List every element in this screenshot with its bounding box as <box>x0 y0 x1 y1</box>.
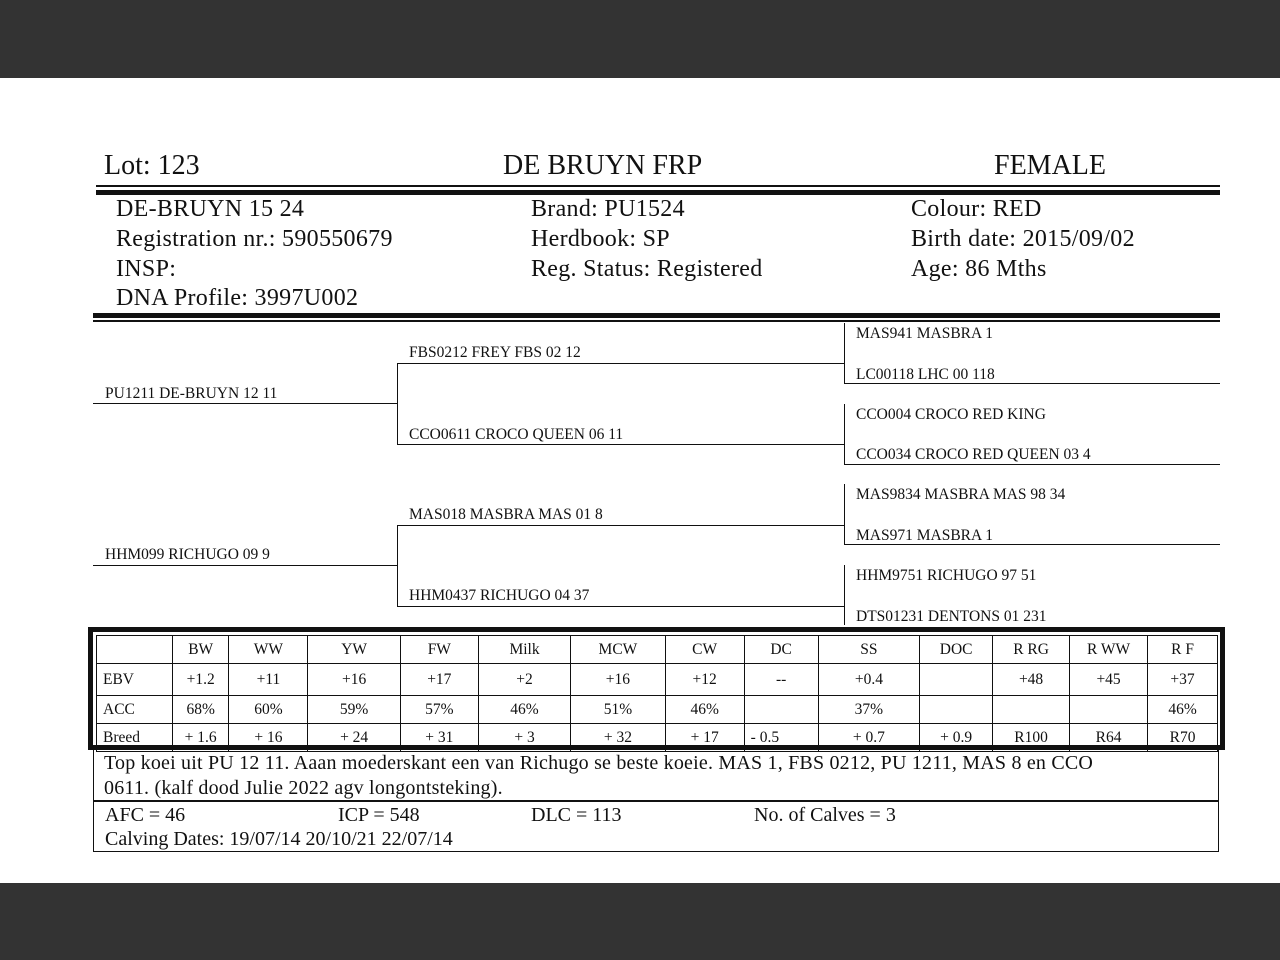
info-rule-thick <box>93 313 1220 318</box>
pedigree-ggp: HHM9751 RICHUGO 97 51 <box>856 567 1037 584</box>
bottom-letterbox-bar <box>0 883 1280 960</box>
header-cell: Milk <box>478 636 570 664</box>
top-letterbox-bar <box>0 0 1280 78</box>
pedigree-dam: HHM099 RICHUGO 09 9 <box>105 546 270 563</box>
pedigree-line <box>397 444 845 445</box>
table-cell: +37 <box>1148 664 1218 696</box>
header-cell: R RG <box>993 636 1070 664</box>
table-cell: +12 <box>665 664 744 696</box>
pedigree-sire-sire: FBS0212 FREY FBS 02 12 <box>409 344 581 361</box>
table-cell: + 1.6 <box>172 724 228 752</box>
pedigree-bracket <box>844 323 845 383</box>
pedigree-dam-sire: MAS018 MASBRA MAS 01 8 <box>409 506 603 523</box>
dna-profile: DNA Profile: 3997U002 <box>116 285 359 311</box>
table-cell: - 0.5 <box>744 724 818 752</box>
remarks-box <box>93 749 1219 801</box>
remarks-line: 0611. (kalf dood Julie 2022 agv longontsteking). <box>104 777 503 799</box>
table-cell: 51% <box>571 696 665 724</box>
calving-dates: Calving Dates: 19/07/14 20/10/21 22/07/14 <box>105 828 453 850</box>
table-cell: +16 <box>308 664 400 696</box>
table-cell <box>744 696 818 724</box>
pedigree-line <box>844 544 1220 545</box>
row-label: ACC <box>97 696 173 724</box>
table-cell: + 0.9 <box>920 724 993 752</box>
table-cell: 68% <box>172 696 228 724</box>
birth-date: Birth date: 2015/09/02 <box>911 226 1135 252</box>
pedigree-ggp: MAS9834 MASBRA MAS 98 34 <box>856 486 1066 503</box>
pedigree-ggp: LC00118 LHC 00 118 <box>856 366 995 383</box>
table-cell: +17 <box>400 664 478 696</box>
calving-box <box>93 801 1219 852</box>
herdbook: Herdbook: SP <box>531 226 670 252</box>
icp-value: ICP = 548 <box>338 804 420 826</box>
table-cell: 57% <box>400 696 478 724</box>
table-row-breed <box>97 724 1218 752</box>
table-cell: + 3 <box>478 724 570 752</box>
pedigree-bracket <box>844 565 845 625</box>
table-cell: +0.4 <box>818 664 920 696</box>
registration-number: Registration nr.: 590550679 <box>116 226 393 252</box>
pedigree-line <box>93 565 398 566</box>
table-cell <box>993 696 1070 724</box>
pedigree-bracket <box>844 484 845 544</box>
breeder-name: DE BRUYN FRP <box>503 150 703 181</box>
table-cell: 60% <box>229 696 308 724</box>
animal-name: DE-BRUYN 15 24 <box>116 196 305 222</box>
header-cell: YW <box>308 636 400 664</box>
pedigree-line <box>397 363 845 364</box>
row-label: EBV <box>97 664 173 696</box>
header-cell: FW <box>400 636 478 664</box>
table-cell <box>920 664 993 696</box>
pedigree-sire: PU1211 DE-BRUYN 12 11 <box>105 385 278 402</box>
header-cell: BW <box>172 636 228 664</box>
pedigree-sire-dam: CCO0611 CROCO QUEEN 06 11 <box>409 426 624 443</box>
pedigree-line <box>844 464 1220 465</box>
header-cell <box>97 636 173 664</box>
pedigree-bracket <box>397 363 398 444</box>
pedigree-line <box>844 383 1220 384</box>
colour: Colour: RED <box>911 196 1042 222</box>
table-row-acc <box>97 696 1218 724</box>
header-cell: R WW <box>1070 636 1148 664</box>
table-cell: 46% <box>665 696 744 724</box>
pedigree-line <box>93 403 398 404</box>
table-cell: +16 <box>571 664 665 696</box>
pedigree-bracket <box>397 525 398 606</box>
header-cell: WW <box>229 636 308 664</box>
table-cell: + 31 <box>400 724 478 752</box>
pedigree-ggp: MAS971 MASBRA 1 <box>856 527 993 544</box>
table-cell: + 32 <box>571 724 665 752</box>
header-cell: CW <box>665 636 744 664</box>
header-rule-thick <box>96 190 1220 195</box>
ebv-table <box>96 635 1218 752</box>
table-cell: 46% <box>1148 696 1218 724</box>
afc-value: AFC = 46 <box>105 804 186 826</box>
table-cell: +11 <box>229 664 308 696</box>
header-cell: DC <box>744 636 818 664</box>
table-cell: -- <box>744 664 818 696</box>
calves-count: No. of Calves = 3 <box>754 804 896 826</box>
table-cell: +48 <box>993 664 1070 696</box>
table-cell: + 0.7 <box>818 724 920 752</box>
table-cell: + 24 <box>308 724 400 752</box>
pedigree-ggp: MAS941 MASBRA 1 <box>856 325 993 342</box>
pedigree-dam-dam: HHM0437 RICHUGO 04 37 <box>409 587 590 604</box>
table-cell: R70 <box>1148 724 1218 752</box>
table-cell: +45 <box>1070 664 1148 696</box>
table-cell <box>920 696 993 724</box>
pedigree-ggp: DTS01231 DENTONS 01 231 <box>856 608 1047 625</box>
header-cell: DOC <box>920 636 993 664</box>
lot-number: Lot: 123 <box>104 150 200 181</box>
pedigree-bracket <box>844 404 845 464</box>
header-cell: R F <box>1148 636 1218 664</box>
table-cell: 46% <box>478 696 570 724</box>
table-cell: + 17 <box>665 724 744 752</box>
table-cell: R64 <box>1070 724 1148 752</box>
dlc-value: DLC = 113 <box>531 804 622 826</box>
age: Age: 86 Mths <box>911 256 1047 282</box>
header-cell: MCW <box>571 636 665 664</box>
table-cell: + 16 <box>229 724 308 752</box>
pedigree-line <box>397 606 845 607</box>
remarks-line: Top koei uit PU 12 11. Aaan moederskant een van Richugo se beste koeie. MAS 1, FBS 0212, PU 1211, MAS 8 en CCO <box>104 752 1094 774</box>
table-header-row <box>97 636 1218 664</box>
table-cell <box>1070 696 1148 724</box>
table-cell: R100 <box>993 724 1070 752</box>
header-cell: SS <box>818 636 920 664</box>
table-cell: +1.2 <box>172 664 228 696</box>
sex-label: FEMALE <box>994 150 1106 181</box>
table-row-ebv <box>97 664 1218 696</box>
table-cell: 37% <box>818 696 920 724</box>
row-label: Breed <box>97 724 173 752</box>
pedigree-line <box>397 525 845 526</box>
brand: Brand: PU1524 <box>531 196 685 222</box>
info-rule-thin <box>93 320 1220 322</box>
table-cell: +2 <box>478 664 570 696</box>
pedigree-ggp: CCO034 CROCO RED QUEEN 03 4 <box>856 446 1091 463</box>
pedigree-ggp: CCO004 CROCO RED KING <box>856 406 1046 423</box>
registration-status: Reg. Status: Registered <box>531 256 763 282</box>
table-cell: 59% <box>308 696 400 724</box>
insp-label: INSP: <box>116 256 177 282</box>
header-rule-thin <box>96 185 1220 187</box>
